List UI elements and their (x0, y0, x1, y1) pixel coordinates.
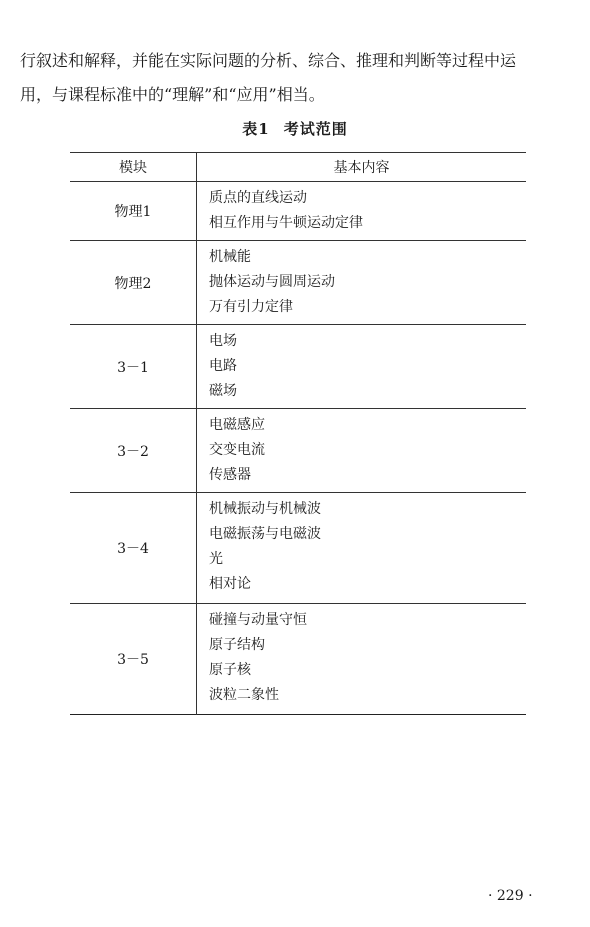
content-item: 万有引力定律 (209, 299, 293, 315)
module-cell: 物理1 (70, 182, 197, 241)
header-content: 基本内容 (197, 153, 527, 182)
module-cell: 物理2 (70, 241, 197, 325)
content-item: 电路 (209, 358, 237, 374)
content-cell (197, 409, 527, 493)
content-item: 电磁振荡与电磁波 (209, 526, 321, 542)
content-item: 抛体运动与圆周运动 (209, 274, 335, 290)
content-cell (197, 604, 527, 715)
table-number: 表1 (242, 120, 270, 138)
intro-line-1: 行叙述和解释，并能在实际问题的分析、综合、推理和判断等过程中运 (20, 51, 517, 70)
content-item: 机械能 (209, 249, 251, 265)
module-cell: 3－1 (70, 325, 197, 409)
content-cell (197, 493, 527, 604)
content-item: 碰撞与动量守恒 (209, 612, 307, 628)
table-row (70, 182, 526, 241)
content-item: 交变电流 (209, 442, 265, 458)
page-number: · 229 · (488, 888, 533, 904)
content-item: 相互作用与牛顿运动定律 (209, 215, 363, 231)
content-cell (197, 325, 527, 409)
table-row (70, 604, 526, 715)
module-cell: 3－4 (70, 493, 197, 604)
table-header-row (70, 153, 526, 182)
table-title: 考试范围 (283, 120, 348, 138)
content-cell (197, 241, 527, 325)
content-item: 磁场 (209, 383, 237, 399)
content-item: 质点的直线运动 (209, 190, 307, 206)
content-item: 原子结构 (209, 637, 265, 653)
content-item: 波粒二象性 (209, 687, 279, 703)
content-item: 光 (209, 551, 223, 567)
content-cell (197, 182, 527, 241)
content-item: 原子核 (209, 662, 251, 678)
content-item: 机械振动与机械波 (209, 501, 321, 517)
table-caption (0, 118, 590, 139)
intro-line-2: 用，与课程标准中的“理解”和“应用”相当。 (20, 85, 325, 104)
content-item: 电场 (209, 333, 237, 349)
content-item: 传感器 (209, 467, 251, 483)
table-row (70, 409, 526, 493)
table-row (70, 325, 526, 409)
module-cell: 3－5 (70, 604, 197, 715)
header-module: 模块 (70, 153, 197, 182)
table-row (70, 493, 526, 604)
exam-scope-table (70, 152, 526, 715)
table-row (70, 241, 526, 325)
module-cell: 3－2 (70, 409, 197, 493)
intro-paragraph (20, 44, 580, 112)
content-item: 相对论 (209, 576, 251, 592)
content-item: 电磁感应 (209, 417, 265, 433)
